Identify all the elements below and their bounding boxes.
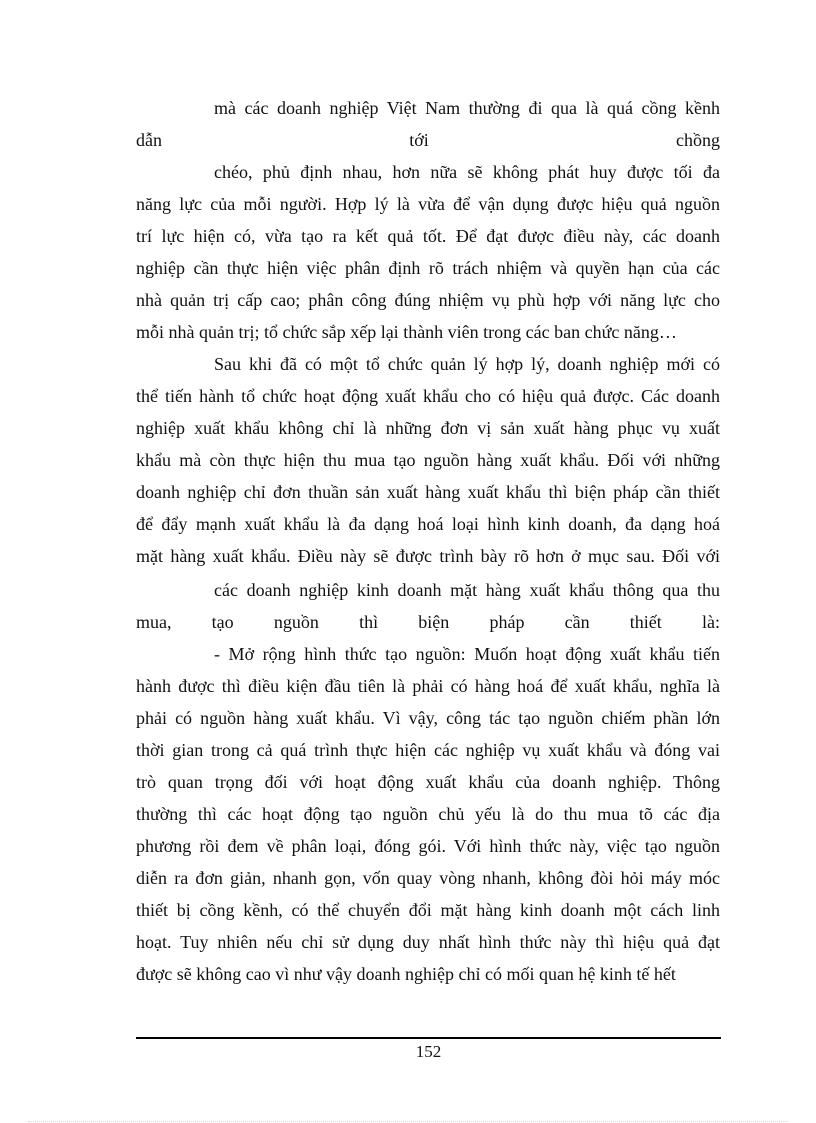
text-line: chéo, phủ định nhau, hơn nữa sẽ không phát huy được tối đa — [214, 162, 720, 182]
text-line: thường thì các hoạt động tạo nguồn chủ yếu là do thu mua tõ các địa — [136, 804, 720, 824]
text-line: phải có nguồn hàng xuất khẩu. Vì vậy, công tác tạo nguồn chiếm phần lớn — [136, 708, 720, 728]
text-line: mặt hàng xuất khẩu. Điều này sẽ được trình bày rõ hơn ở mục sau. Đối với — [136, 546, 720, 566]
text-line: phương rồi đem về phân loại, đóng gói. Với hình thức này, việc tạo nguồn — [136, 836, 720, 856]
page-bottom-border — [28, 1121, 788, 1122]
text-line: mà các doanh nghiệp Việt Nam thường đi qua là quá cồng kềnh — [214, 98, 720, 118]
text-line: nhà quản trị cấp cao; phân công đúng nhiệm vụ phù hợp với năng lực cho — [136, 290, 720, 310]
text-line: thiết bị cồng kềnh, có thể chuyển đổi mặt hàng kinh doanh một cách linh — [136, 900, 720, 920]
text-line: nghiệp cần thực hiện việc phân định rõ trách nhiệm và quyền hạn của các — [136, 258, 720, 278]
text-line: mua, tạo nguồn thì biện pháp cần thiết là: — [136, 612, 720, 632]
text-line: để đẩy mạnh xuất khẩu là đa dạng hoá loại hình kinh doanh, đa dạng hoá — [136, 514, 720, 534]
text-line: nghiệp xuất khẩu không chỉ là những đơn vị sản xuất hàng phục vụ xuất — [136, 418, 720, 438]
text-line: - Mở rộng hình thức tạo nguồn: Muốn hoạt động xuất khẩu tiến — [214, 644, 720, 664]
text-line: trò quan trọng đối với hoạt động xuất khẩu của doanh nghiệp. Thông — [136, 772, 720, 792]
text-line: mỗi nhà quản trị; tổ chức sắp xếp lại thành viên trong các ban chức năng… — [136, 322, 677, 342]
page-number: 152 — [415, 1042, 442, 1061]
text-line: dẫn tới chồng — [136, 130, 720, 150]
text-line: diễn ra đơn giản, nhanh gọn, vốn quay vòng nhanh, không đòi hỏi máy móc — [136, 868, 720, 888]
text-line: hành được thì điều kiện đầu tiên là phải có hàng hoá để xuất khẩu, nghĩa là — [136, 676, 720, 696]
text-line: doanh nghiệp chỉ đơn thuần sản xuất hàng xuất khẩu thì biện pháp cần thiết — [136, 482, 720, 502]
text-line: thời gian trong cả quá trình thực hiện các nghiệp vụ xuất khẩu và đóng vai — [136, 740, 720, 760]
text-line: khẩu mà còn thực hiện thu mua tạo nguồn hàng xuất khẩu. Đối với những — [136, 450, 720, 470]
text-line: các doanh nghiệp kinh doanh mặt hàng xuất khẩu thông qua thu — [214, 580, 720, 600]
text-line: trí lực hiện có, vừa tạo ra kết quả tốt. Để đạt được điều này, các doanh — [136, 226, 720, 246]
text-line: thể tiến hành tổ chức hoạt động xuất khẩu cho có hiệu quả được. Các doanh — [136, 386, 720, 406]
footer-rule — [136, 1037, 721, 1039]
text-line: hoạt. Tuy nhiên nếu chỉ sử dụng duy nhất hình thức này thì hiệu quả đạt — [136, 932, 720, 952]
text-line: được sẽ không cao vì như vậy doanh nghiệp chỉ có mối quan hệ kinh tế hết — [136, 964, 676, 984]
text-line: năng lực của mỗi người. Hợp lý là vừa để vận dụng được hiệu quả nguồn — [136, 194, 720, 214]
text-line: Sau khi đã có một tổ chức quản lý hợp lý, doanh nghiệp mới có — [214, 354, 720, 374]
